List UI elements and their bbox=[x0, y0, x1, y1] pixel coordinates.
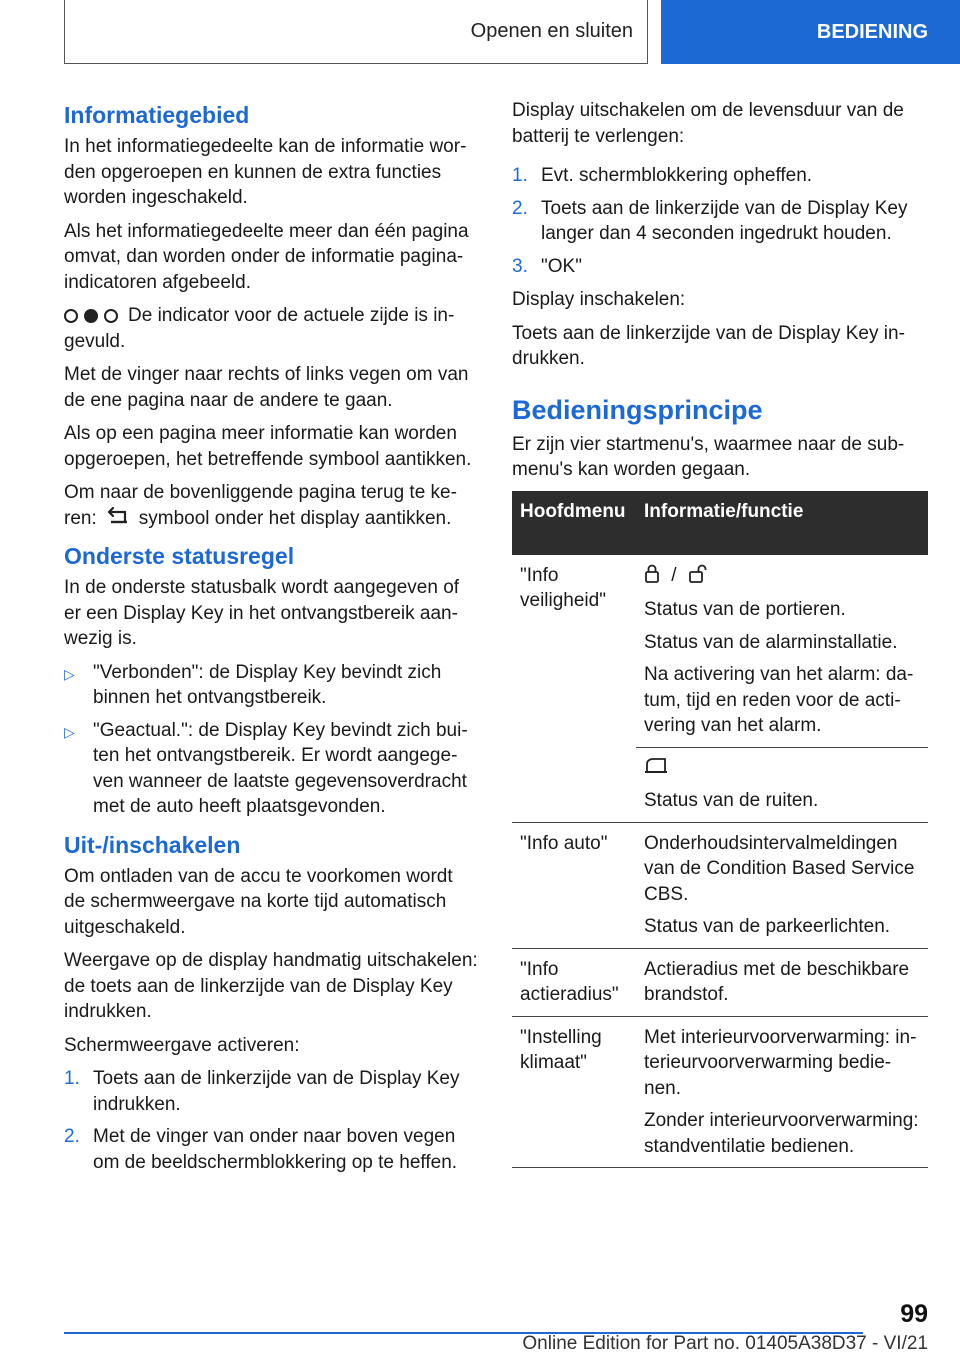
paragraph: Als op een pagina meer informatie kan worden opgeroepen, het betreffende symbool aantikken. bbox=[64, 423, 472, 470]
column-header-info: Informatie/functie bbox=[636, 491, 928, 555]
step-item bbox=[512, 163, 928, 189]
table-row bbox=[512, 555, 928, 748]
info-text: Onderhoudsintervalmeldingen van de Condition Based Service CBS. bbox=[644, 832, 915, 905]
page-number: 99 bbox=[900, 1300, 928, 1328]
section-title: Openen en sluiten bbox=[470, 20, 633, 42]
menu-table bbox=[512, 491, 928, 1169]
info-cell bbox=[636, 948, 928, 1016]
list-item-text: "Verbonden": de Display Key bevindt zich binnen het ontvangstbereik. bbox=[93, 661, 442, 709]
step-number: 2. bbox=[512, 197, 528, 219]
info-text: Na activering van het alarm: datum, tijd en reden voor de activering van het alarm. bbox=[644, 664, 914, 736]
page-indicator-icon bbox=[64, 309, 118, 323]
menu-cell: "Info actieradius" bbox=[512, 948, 636, 1016]
heading-bedieningsprincipe: Bedieningsprincipe bbox=[512, 394, 763, 425]
step-text: Met de vinger van onder naar boven vegen om de beeldschermblokkering op te heffen. bbox=[93, 1126, 458, 1173]
info-text: Status van de portieren. bbox=[644, 599, 846, 620]
step-item bbox=[512, 196, 928, 247]
icon-separator: / bbox=[671, 565, 677, 587]
step-number: 1. bbox=[512, 165, 528, 186]
left-column bbox=[64, 98, 478, 1183]
step-number: 2. bbox=[64, 1126, 80, 1148]
paragraph: Met de vinger naar rechts of links vegen om van de ene pagina naar de andere te gaan. bbox=[64, 364, 469, 411]
right-column bbox=[512, 98, 928, 1168]
paragraph: Display uitschakelen om de levensduur van de batterij te verlengen: bbox=[512, 100, 904, 147]
step-text: Evt. schermblokkering opheffen. bbox=[541, 165, 813, 186]
unlock-icon bbox=[688, 563, 712, 591]
window-icon-line bbox=[644, 756, 920, 782]
paragraph: Om ontladen van de accu te voorkomen wordt de schermweergave na korte tijd automatisch uitgeschakeld. bbox=[64, 865, 453, 938]
paragraph: Toets aan de linkerzijde van de Display Key indrukken. bbox=[512, 322, 905, 369]
triangle-bullet-icon: ▷ bbox=[64, 665, 75, 682]
bullet-list bbox=[64, 660, 478, 820]
paragraph: In de onderste statusbalk wordt aangegeven of er een Display Key in het ontvangstbereik aanwezig is. bbox=[64, 577, 460, 650]
paragraph: Display inschakelen: bbox=[512, 289, 686, 310]
menu-cell: "Info veiligheid" bbox=[512, 555, 636, 823]
info-text: Status van de alarminstallatie. bbox=[644, 631, 898, 653]
table-row bbox=[512, 1016, 928, 1168]
info-cell bbox=[636, 1016, 928, 1168]
steps-list bbox=[512, 163, 928, 279]
menu-cell: "Info auto" bbox=[512, 822, 636, 948]
lock-icons-line bbox=[644, 563, 920, 591]
info-text: Met interieurvoorverwarming: interieurvoorverwarming bedienen. bbox=[644, 1026, 917, 1099]
step-item bbox=[64, 1124, 478, 1175]
info-text: Zonder interieurvoorverwarming: standventilatie bedienen. bbox=[644, 1110, 919, 1157]
paragraph: In het informatiegedeelte kan de informatie worden opgeroepen en kunnen de extra functies worden ingeschakeld. bbox=[64, 136, 467, 208]
column-header-menu: Hoofdmenu bbox=[512, 491, 636, 555]
heading-uit-inschakelen: Uit-/inschakelen bbox=[64, 831, 241, 858]
header-section-title bbox=[64, 0, 648, 64]
paragraph-back bbox=[64, 480, 478, 531]
filled-dot-icon bbox=[84, 309, 98, 323]
paragraph: Weergave op de display handmatig uitschakelen: de toets aan de linkerzijde van de Display Key indrukken. bbox=[64, 950, 478, 1023]
list-item bbox=[64, 660, 478, 711]
back-arrow-icon bbox=[107, 506, 129, 532]
back-text-b: symbool onder het display aantikken. bbox=[138, 507, 452, 529]
step-text: Toets aan de linkerzijde van de Display Key langer dan 4 seconden ingedrukt houden. bbox=[541, 197, 908, 244]
list-item bbox=[64, 718, 478, 820]
step-text: "OK" bbox=[541, 255, 582, 277]
list-item-text: "Geactual.": de Display Key bevindt zich buiten het ontvangstbereik. Er wordt aangegeven wanneer de laatste gegevensoverdracht met de auto heeft plaatsgevonden. bbox=[93, 719, 468, 818]
table-row bbox=[512, 822, 928, 948]
info-cell bbox=[636, 747, 928, 822]
menu-cell: "Instelling klimaat" bbox=[512, 1016, 636, 1168]
lock-icon bbox=[644, 563, 660, 591]
paragraph-page-indicator bbox=[64, 303, 478, 354]
car-window-icon bbox=[644, 756, 668, 782]
step-number: 1. bbox=[64, 1068, 80, 1090]
info-cell bbox=[636, 822, 928, 948]
table-header-row bbox=[512, 491, 928, 555]
step-item bbox=[512, 254, 928, 280]
triangle-bullet-icon: ▷ bbox=[64, 723, 75, 740]
step-item bbox=[64, 1066, 478, 1117]
empty-dot-icon bbox=[64, 309, 78, 323]
paragraph: Er zijn vier startmenu's, waarmee naar de submenu's kan worden gegaan. bbox=[512, 433, 905, 480]
info-text: Status van de ruiten. bbox=[644, 790, 819, 812]
step-number: 3. bbox=[512, 255, 528, 277]
heading-informatiegebied: Informatiegebied bbox=[64, 102, 250, 128]
header-chapter-tab bbox=[661, 0, 960, 64]
table-row bbox=[512, 948, 928, 1016]
indicator-text: De indicator voor de actuele zijde is ingevuld. bbox=[64, 305, 455, 352]
empty-dot-icon bbox=[104, 309, 118, 323]
info-cell bbox=[636, 555, 928, 748]
chapter-title: BEDIENING bbox=[816, 20, 928, 43]
info-text: Actieradius met de beschikbare brandstof. bbox=[644, 958, 910, 1006]
step-text: Toets aan de linkerzijde van de Display Key indrukken. bbox=[93, 1068, 460, 1115]
footer-edition: Online Edition for Part no. 01405A38D37 - VI/21 bbox=[522, 1333, 928, 1354]
paragraph: Als het informatiegedeelte meer dan één pagina omvat, dan worden onder de informatie pagina-indicatoren afgebeeld. bbox=[64, 220, 469, 293]
paragraph: Schermweergave activeren: bbox=[64, 1034, 300, 1056]
back-text-a: Om naar de bovenliggende pagina terug te keren: bbox=[64, 482, 457, 529]
info-text: Status van de parkeerlichten. bbox=[644, 916, 891, 938]
heading-statusregel: Onderste statusregel bbox=[64, 543, 295, 570]
steps-list bbox=[64, 1066, 478, 1175]
